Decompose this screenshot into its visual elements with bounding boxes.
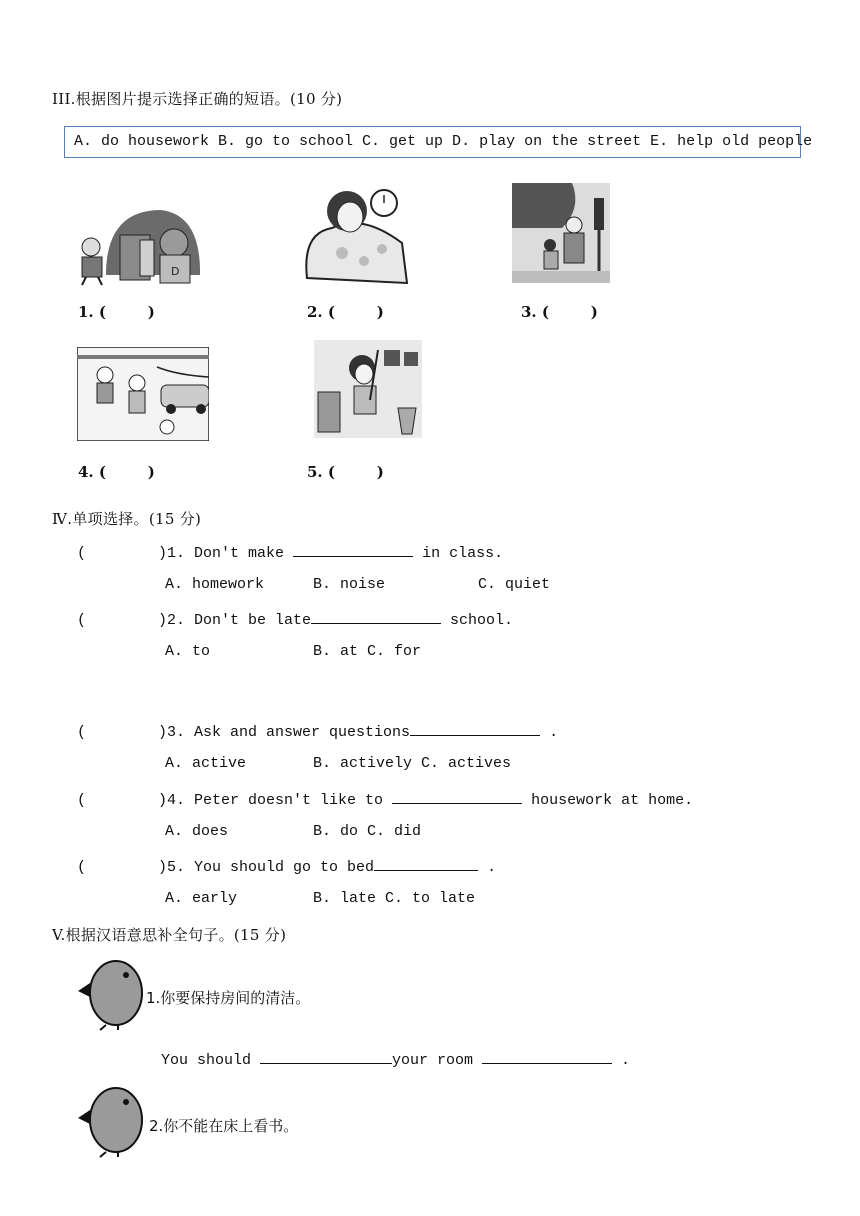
q5-option-a: A. early (165, 890, 238, 907)
q1-option-a: A. homework (165, 576, 265, 593)
section5-heading: V.根据汉语意思补全句子。(15 分) (52, 926, 287, 944)
bird-icon (76, 955, 146, 1031)
q2-option-bc: B. at C. for (313, 643, 422, 660)
answer-paren[interactable]: ( ) (77, 859, 168, 876)
picture-2-illustration (302, 183, 412, 285)
answer-paren[interactable]: ( ) (77, 792, 168, 809)
sentence-mid: your room (392, 1052, 483, 1069)
answer-paren[interactable]: ( ) (77, 612, 168, 629)
answer-blank[interactable] (482, 1049, 612, 1064)
q3-option-a: A. active (165, 755, 247, 772)
question-tail: school. (441, 612, 514, 629)
svg-text:D: D (171, 265, 180, 278)
q2-option-a: A. to (165, 643, 211, 660)
question-stem: 1. Don't make (167, 545, 285, 562)
answer-blank[interactable] (293, 542, 413, 557)
question-tail: . (540, 724, 559, 741)
question-3 (77, 721, 558, 741)
section3-heading: III.根据图片提示选择正确的短语。(10 分) (52, 90, 343, 108)
caption-2: 2. ( ) (307, 303, 384, 321)
caption-5: 5. ( ) (307, 463, 384, 481)
question-stem: 5. You should go to bed (167, 859, 375, 876)
answer-blank[interactable] (311, 609, 441, 624)
phrase-options-box (64, 126, 813, 158)
question-tail: . (478, 859, 497, 876)
question-5 (77, 856, 496, 876)
question-tail: housework at home. (522, 792, 694, 809)
question-stem: 2. Don't be late (167, 612, 312, 629)
answer-blank[interactable] (392, 789, 522, 804)
q1-option-c: C. quiet (478, 576, 551, 593)
caption-1: 1. ( ) (78, 303, 155, 321)
q4-option-a: A. does (165, 823, 229, 840)
answer-blank[interactable] (374, 856, 478, 871)
sentence-start: You should (161, 1052, 261, 1069)
question-2 (77, 609, 513, 629)
sentence-end: . (612, 1052, 631, 1069)
caption-3: 3. ( ) (521, 303, 598, 321)
bird-icon (76, 1080, 146, 1158)
picture-1-illustration (76, 205, 202, 287)
q3-option-bc: B. actively C. actives (313, 755, 512, 772)
answer-blank[interactable] (260, 1049, 392, 1064)
question-stem: 3. Ask and answer questions (167, 724, 411, 741)
question-4 (77, 789, 693, 809)
translation-prompt-2: 2.你不能在床上看书。 (149, 1117, 299, 1135)
q4-option-bc: B. do C. did (313, 823, 422, 840)
sentence-1 (161, 1049, 630, 1069)
picture-5-illustration (314, 340, 422, 438)
question-1 (77, 542, 503, 562)
phrase-options: A. do housework B. go to school C. get up D. play on the street E. help old people (74, 133, 813, 150)
q5-option-bc: B. late C. to late (313, 890, 476, 907)
answer-paren[interactable]: ( ) (77, 545, 168, 562)
answer-blank[interactable] (410, 721, 540, 736)
translation-prompt-1: 1.你要保持房间的清洁。 (146, 989, 311, 1007)
q1-option-b: B. noise (313, 576, 386, 593)
question-tail: in class. (413, 545, 504, 562)
section4-heading: Ⅳ.单项选择。(15 分) (52, 510, 202, 528)
caption-4: 4. ( ) (78, 463, 155, 481)
picture-3-illustration (512, 183, 610, 283)
question-stem: 4. Peter doesn't like to (167, 792, 384, 809)
picture-4-illustration (77, 347, 209, 441)
answer-paren[interactable]: ( ) (77, 724, 168, 741)
